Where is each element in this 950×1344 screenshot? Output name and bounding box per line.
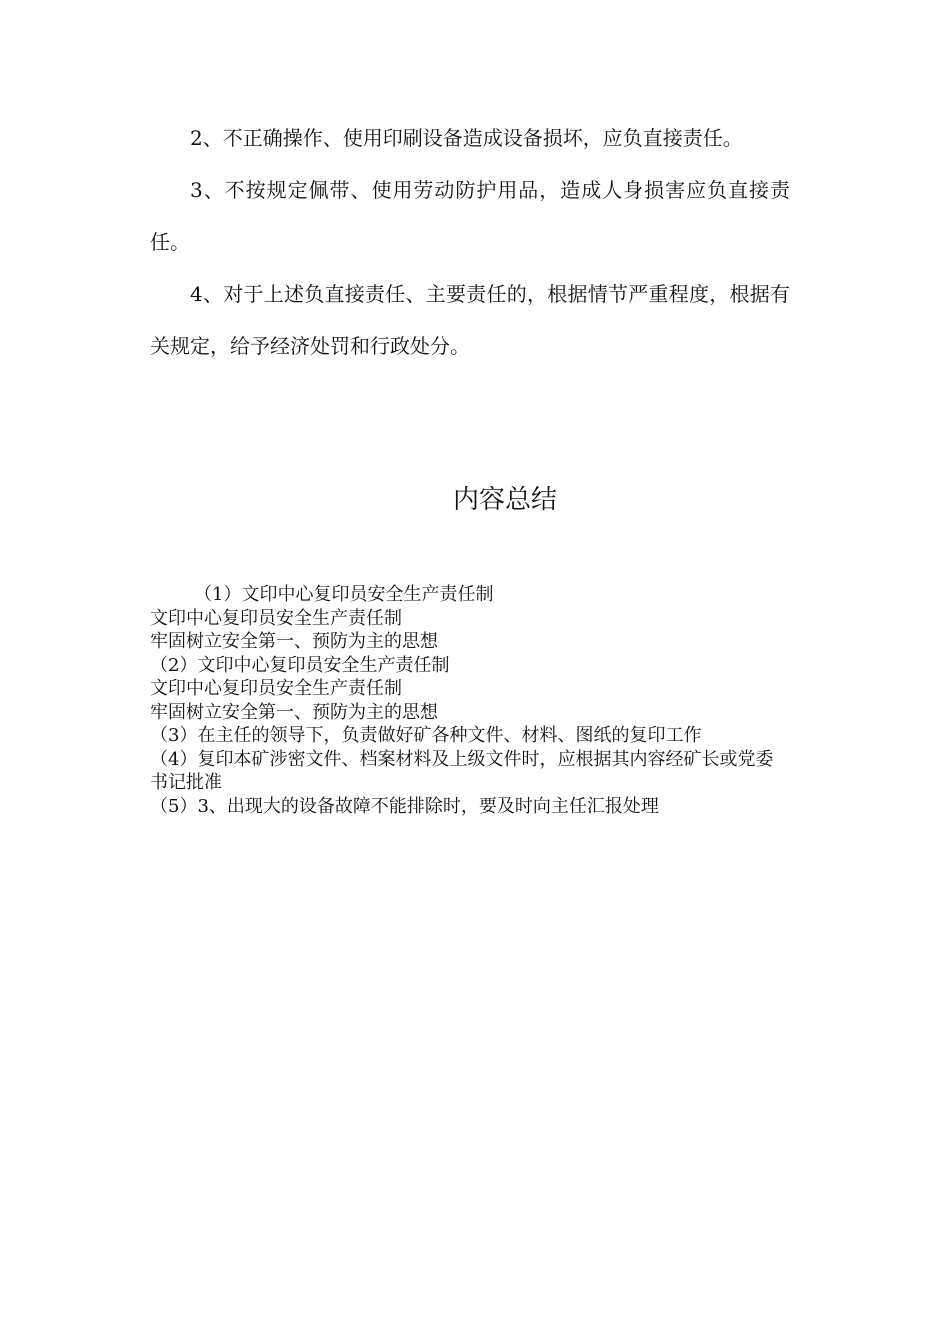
summary-line: 文印中心复印员安全生产责任制 [150, 678, 402, 699]
summary-line: （2）文印中心复印员安全生产责任制 [150, 654, 450, 676]
summary-line: （1）文印中心复印员安全生产责任制 [194, 584, 494, 605]
summary-line: （3）在主任的领导下，负责做好矿各种文件、材料、图纸的复印工作 [150, 725, 702, 746]
summary-line: 文印中心复印员安全生产责任制 [150, 607, 402, 629]
paragraph-3: 3、不按规定佩带、使用劳动防护用品，造成人身损害应负直接责任。 [150, 178, 790, 254]
summary-line: 牢固树立安全第一、预防为主的思想 [150, 701, 438, 723]
summary-line: （5）3、出现大的设备故障不能排除时，要及时向主任汇报处理 [150, 795, 659, 817]
paragraph-4: 4、对于上述负直接责任、主要责任的，根据情节严重程度，根据有关规定，给予经济处罚和行政处分。 [150, 282, 790, 358]
summary-line: 牢固树立安全第一、预防为主的思想 [150, 631, 438, 652]
body-text [150, 112, 790, 372]
summary-list [150, 583, 790, 818]
summary-line: （4）复印本矿涉密文件、档案材料及上级文件时，应根据其内容经矿长或党委书记批准 [150, 748, 774, 793]
paragraph-2: 2、不正确操作、使用印刷设备造成设备损坏，应负直接责任。 [190, 126, 743, 150]
summary-title: 内容总结 [452, 485, 557, 515]
